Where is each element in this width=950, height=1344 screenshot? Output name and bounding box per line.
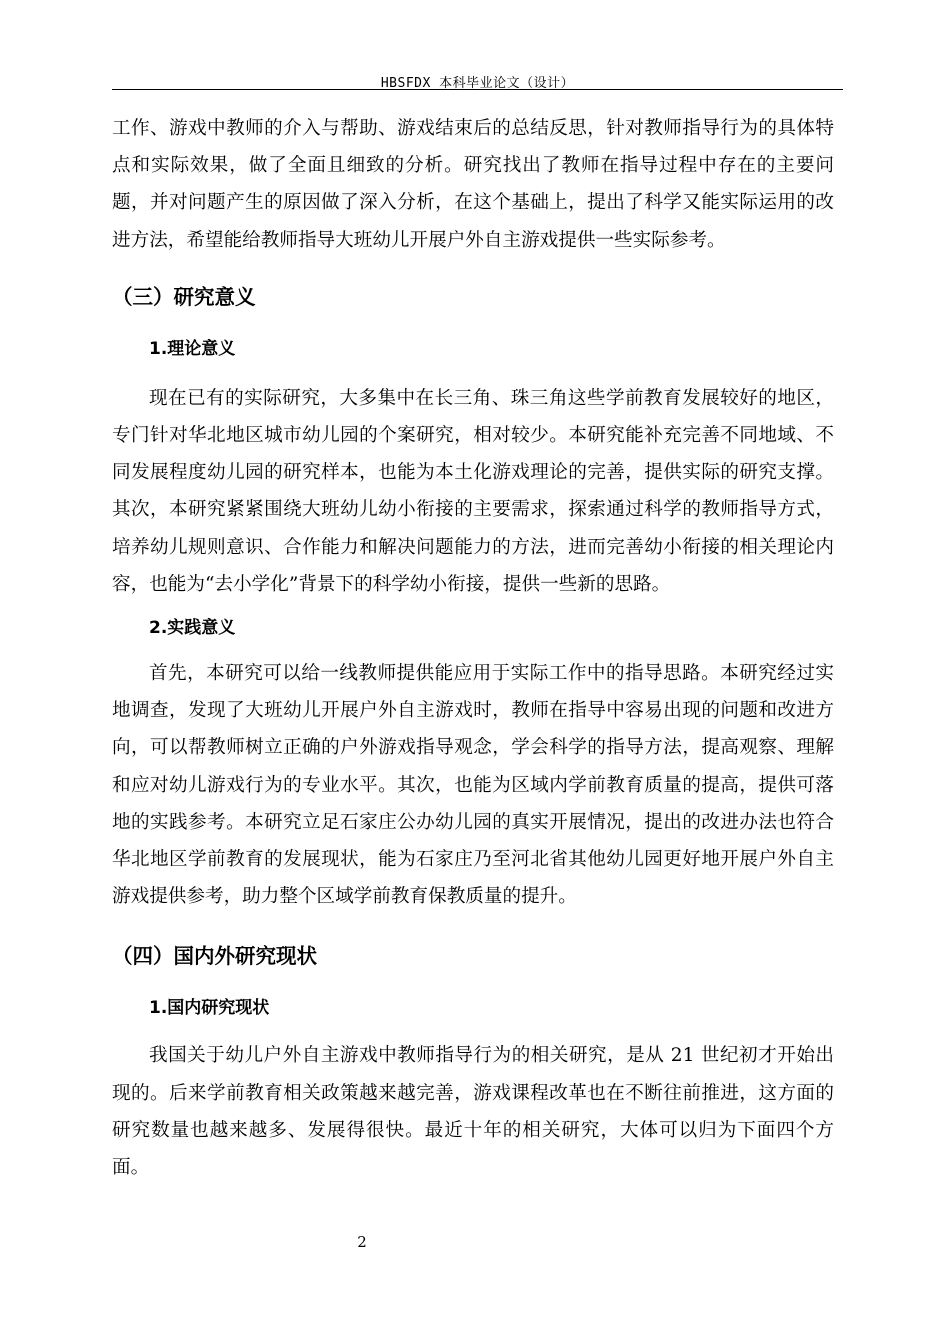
paragraph-practical: 首先，本研究可以给一线教师提供能应用于实际工作中的指导思路。本研究经过实地调查，发现了大班幼儿开展户外自主游戏时，教师在指导中容易出现的问题和改进方向，可以帮教师树立正确的户外游戏指导观念，学会科学的指导方法，提高观察、理解和应对幼儿游戏行为的专业水平。其次，也能为区域内学前教育质量的提高，提供可落地的实践参考。本研究立足石家庄公办幼儿园的真实开展情况，提出的改进办法也符合华北地区学前教育的发展现状，能为石家庄乃至河北省其他幼儿园更好地开展户外自主游戏提供参考，助力整个区域学前教育保教质量的提升。 <box>112 663 834 908</box>
paragraph-intro: 工作、游戏中教师的介入与帮助、游戏结束后的总结反思，针对教师指导行为的具体特点和实际效果，做了全面且细致的分析。研究找出了教师在指导过程中存在的主要问题，并对问题产生的原因做了深入分析，在这个基础上，提出了科学又能实际运用的改进方法，希望能给教师指导大班幼儿开展户外自主游戏提供一些实际参考。 <box>112 118 834 251</box>
document-body <box>112 110 834 1186</box>
header-divider <box>112 89 843 90</box>
subheading-theoretical: 1.理论意义 <box>149 338 236 359</box>
section-heading-research-status: （四）国内外研究现状 <box>112 944 317 969</box>
subheading-domestic: 1.国内研究现状 <box>149 998 270 1019</box>
subheading-practical: 2.实践意义 <box>149 618 236 639</box>
section-heading-significance: （三）研究意义 <box>112 284 256 309</box>
page-number: 2 <box>357 1233 367 1251</box>
page-header: HBSFDX 本科毕业论文（设计） <box>380 76 575 91</box>
paragraph-domestic: 我国关于幼儿户外自主游戏中教师指导行为的相关研究，是从 21 世纪初才开始出现的。后来学前教育相关政策越来越完善，游戏课程改革也在不断往前推进，这方面的研究数量也越来越多、发展得很快。最近十年的相关研究，大体可以归为下面四个方面。 <box>112 1045 834 1179</box>
paragraph-theoretical: 现在已有的实际研究，大多集中在长三角、珠三角这些学前教育发展较好的地区，专门针对华北地区城市幼儿园的个案研究，相对较少。本研究能补充完善不同地域、不同发展程度幼儿园的研究样本，也能为本土化游戏理论的完善，提供实际的研究支撑。其次，本研究紧紧围绕大班幼儿幼小衔接的主要需求，探索通过科学的教师指导方式，培养幼儿规则意识、合作能力和解决问题能力的方法，进而完善幼小衔接的相关理论内容，也能为“去小学化”背景下的科学幼小衔接，提供一些新的思路。 <box>112 387 834 595</box>
